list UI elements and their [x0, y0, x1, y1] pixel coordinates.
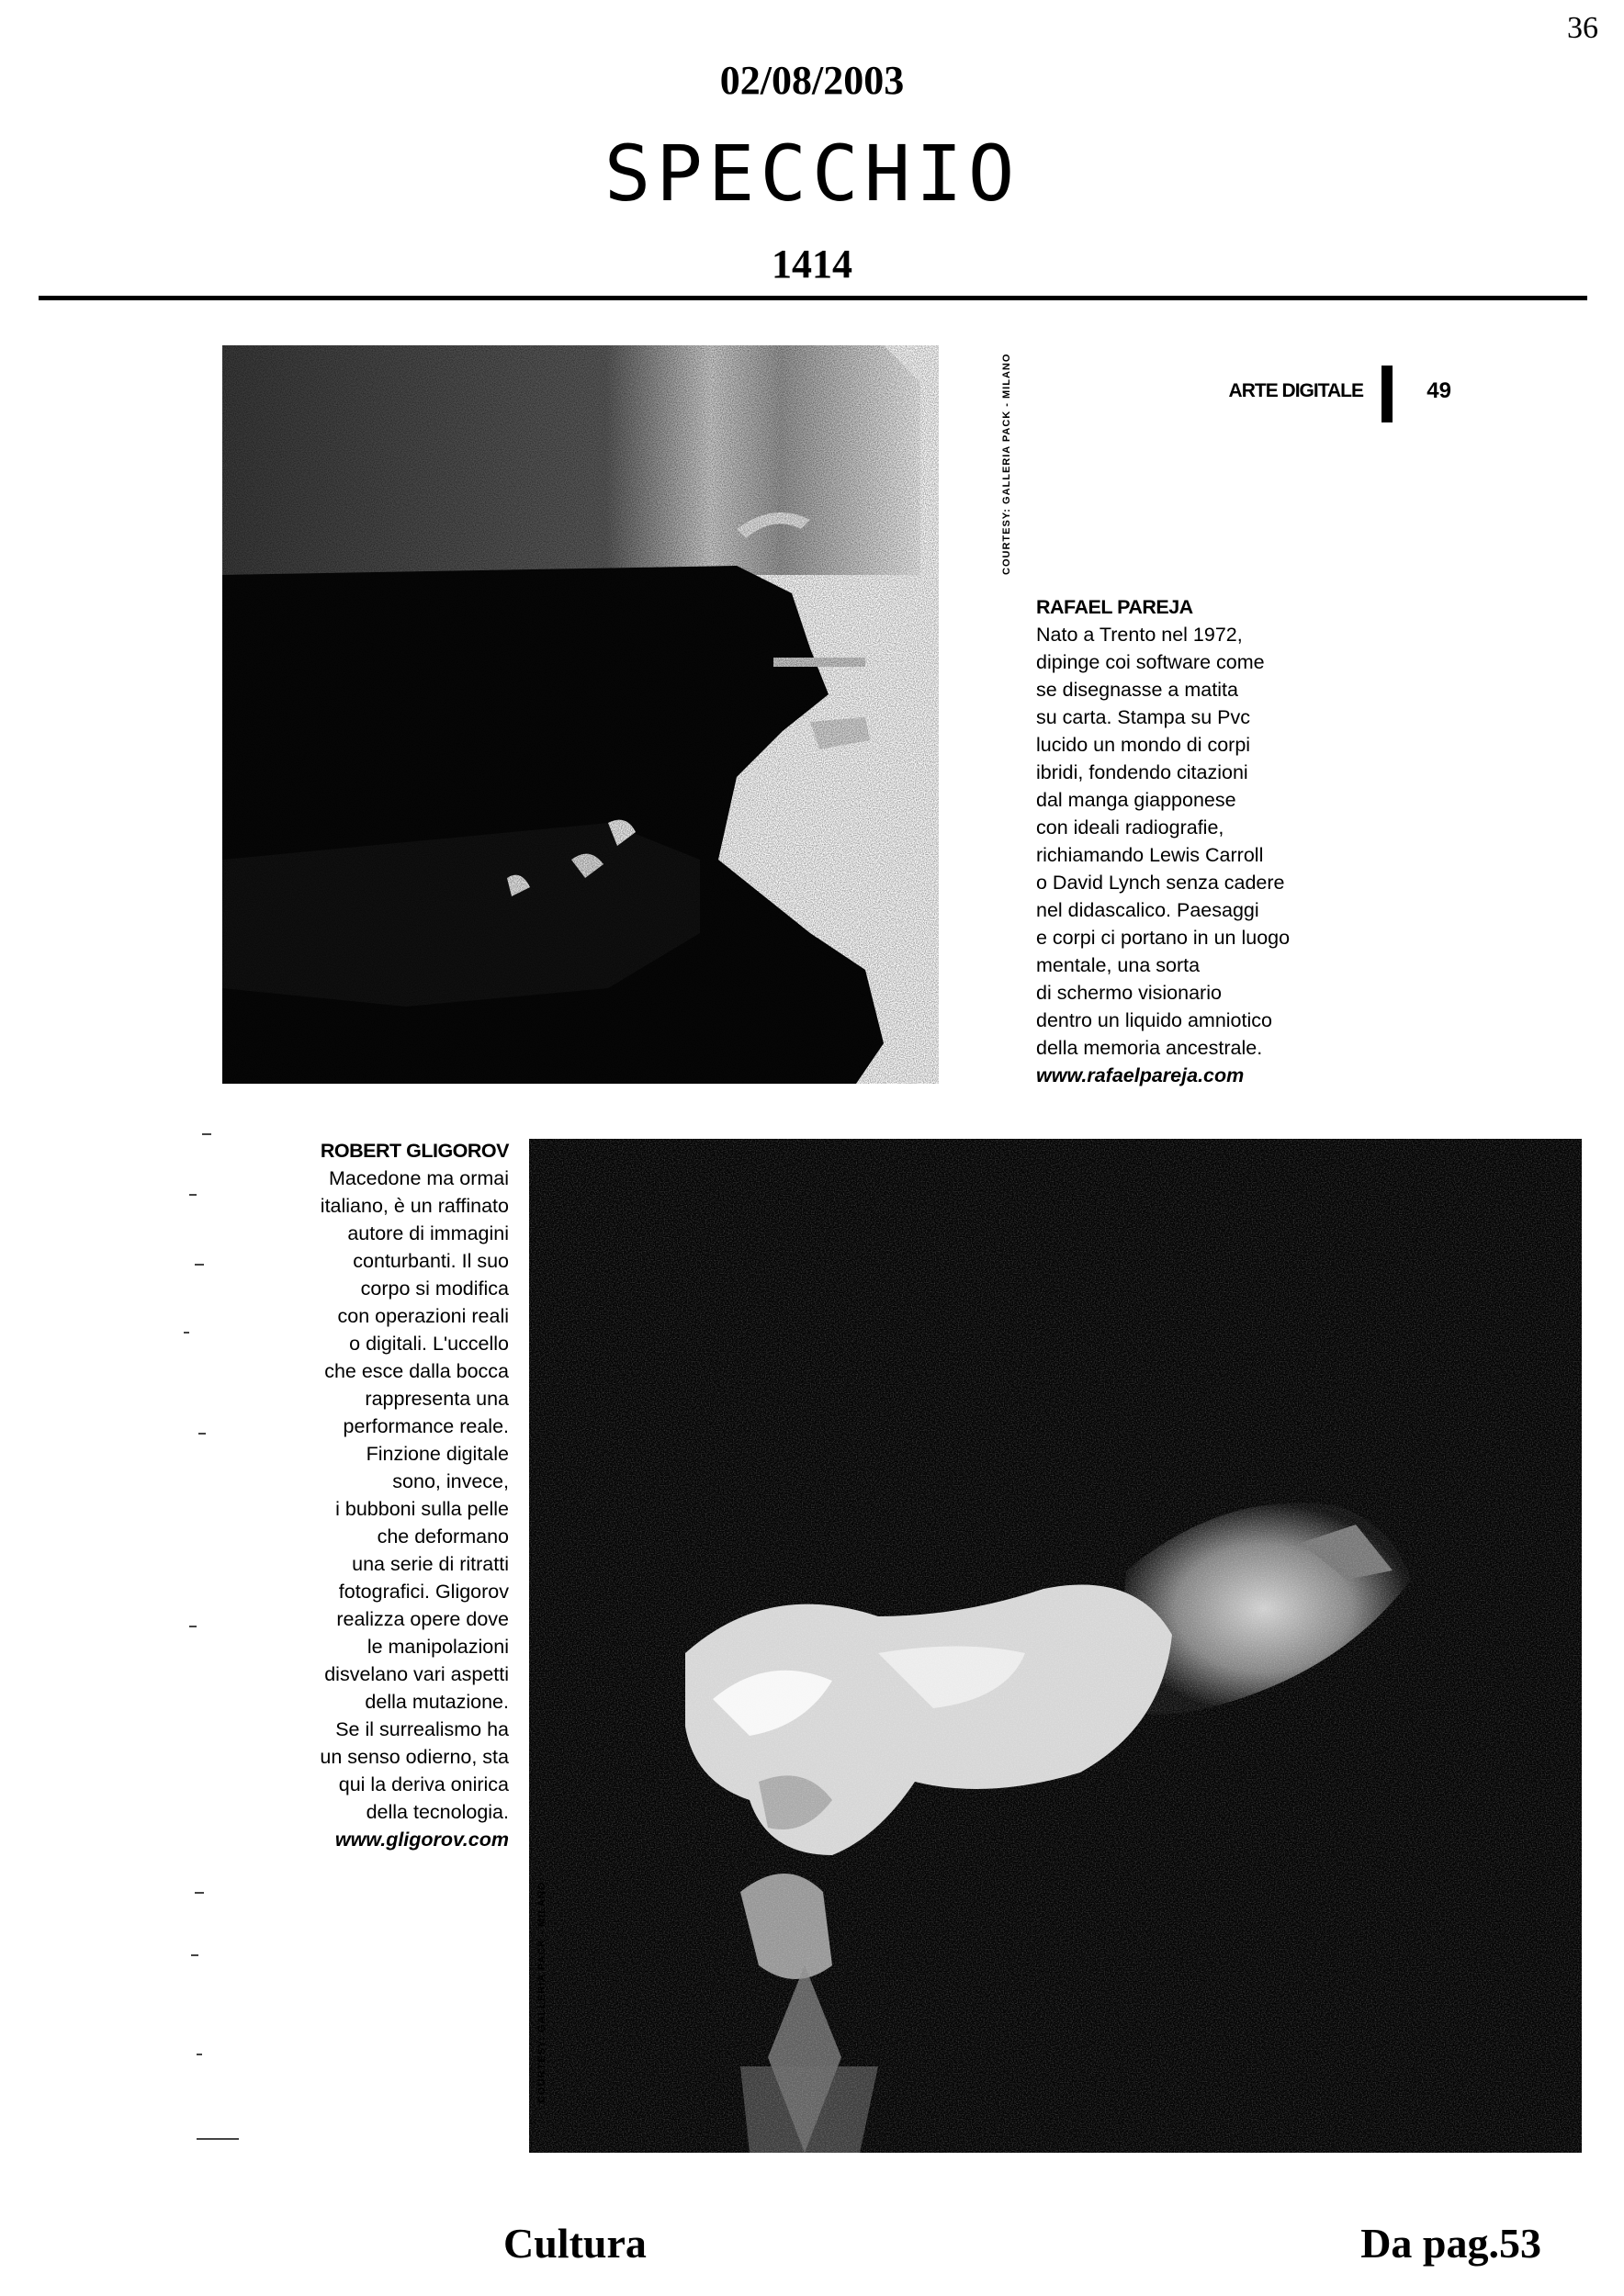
- blurb-line: Nato a Trento nel 1972,: [1036, 624, 1243, 646]
- artist-blurb-pareja: [1036, 593, 1367, 1089]
- section-marker: [1382, 366, 1393, 422]
- blurb-line: Macedone ma ormai: [329, 1167, 509, 1189]
- scan-mark: [189, 1626, 197, 1627]
- scan-mark: [195, 1892, 204, 1894]
- blurb-line: corpo si modifica: [360, 1277, 509, 1300]
- blurb-line: della mutazione.: [365, 1691, 509, 1713]
- blurb-line: su carta. Stampa su Pvc: [1036, 706, 1251, 728]
- artist-name: RAFAEL PAREJA: [1036, 596, 1193, 618]
- clipping-code: 1414: [772, 242, 852, 287]
- blurb-line: sono, invece,: [392, 1470, 509, 1492]
- blurb-line: che deformano: [377, 1525, 509, 1548]
- artist-website: www.gligorov.com: [334, 1829, 509, 1851]
- blurb-line: con operazioni reali: [337, 1305, 509, 1327]
- blurb-line: disvelano vari aspetti: [324, 1663, 509, 1685]
- blurb-line: dentro un liquido amniotico: [1036, 1009, 1272, 1031]
- scan-mark: [189, 1194, 197, 1196]
- artist-blurb-gligorov: [272, 1137, 509, 1853]
- blurb-line: e corpi ci portano in un luogo: [1036, 927, 1291, 949]
- artwork-photo-pareja: [222, 345, 939, 1084]
- magazine-page-number: 49: [1427, 378, 1451, 403]
- blurb-line: della memoria ancestrale.: [1036, 1037, 1263, 1059]
- blurb-line: mentale, una sorta: [1036, 954, 1201, 976]
- blurb-line: una serie di ritratti: [352, 1553, 509, 1575]
- blurb-line: che esce dalla bocca: [324, 1360, 509, 1382]
- magazine-section-header: [1176, 366, 1451, 422]
- clipping-date: 02/08/2003: [719, 58, 905, 103]
- scan-mark: [202, 1133, 211, 1135]
- blurb-line: le manipolazioni: [367, 1636, 509, 1658]
- footer-section: Cultura: [503, 2220, 647, 2267]
- blurb-line: performance reale.: [343, 1415, 509, 1437]
- photo-credit-pareja: COURTESY: GALLERIA PACK - MILANO: [1001, 353, 1012, 575]
- scan-mark: [195, 1264, 204, 1266]
- artist-website: www.rafaelpareja.com: [1036, 1064, 1245, 1086]
- blurb-line: conturbanti. Il suo: [353, 1250, 509, 1272]
- blurb-line: i bubboni sulla pelle: [335, 1498, 509, 1520]
- blurb-line: qui la deriva onirica: [338, 1773, 509, 1795]
- blurb-line: ibridi, fondendo citazioni: [1036, 761, 1248, 783]
- blurb-line: lucido un mondo di corpi: [1036, 734, 1251, 756]
- footer-page-reference: Da pag.53: [1360, 2220, 1541, 2267]
- blurb-line: dal manga giapponese: [1036, 789, 1236, 811]
- blurb-line: se disegnasse a matita: [1036, 679, 1238, 701]
- blurb-line: della tecnologia.: [366, 1801, 509, 1823]
- blurb-line: italiano, è un raffinato: [320, 1195, 509, 1217]
- scan-mark: [197, 2138, 239, 2140]
- blurb-line: un senso odierno, sta: [320, 1746, 509, 1768]
- scan-mark: [198, 1433, 206, 1435]
- publication-name: SPECCHIO: [603, 129, 1021, 219]
- blurb-line: Se il surrealismo ha: [335, 1718, 509, 1740]
- blurb-line: o David Lynch senza cadere: [1036, 872, 1285, 894]
- page-number: 36: [1567, 11, 1598, 45]
- section-label: ARTE DIGITALE: [1228, 380, 1363, 401]
- blurb-line: di schermo visionario: [1036, 982, 1222, 1004]
- header-divider: [39, 296, 1587, 300]
- scan-mark: [197, 2054, 202, 2055]
- blurb-line: rappresenta una: [365, 1388, 509, 1410]
- scan-mark: [191, 1954, 198, 1956]
- photo-credit-gligorov: COURTESY: GALLERIA PACK - MILANO: [536, 1881, 547, 2103]
- blurb-line: dipinge coi software come: [1036, 651, 1265, 673]
- artwork-photo-gligorov: [529, 1139, 1582, 2153]
- blurb-line: realizza opere dove: [336, 1608, 509, 1630]
- artist-name: ROBERT GLIGOROV: [320, 1140, 509, 1162]
- blurb-line: Finzione digitale: [366, 1443, 509, 1465]
- blurb-line: autore di immagini: [347, 1222, 509, 1244]
- blurb-line: nel didascalico. Paesaggi: [1036, 899, 1259, 921]
- blurb-line: fotografici. Gligorov: [338, 1581, 509, 1603]
- blurb-line: o digitali. L'uccello: [349, 1333, 509, 1355]
- blurb-line: con ideali radiografie,: [1036, 816, 1224, 838]
- scan-mark: [184, 1332, 189, 1334]
- blurb-line: richiamando Lewis Carroll: [1036, 844, 1264, 866]
